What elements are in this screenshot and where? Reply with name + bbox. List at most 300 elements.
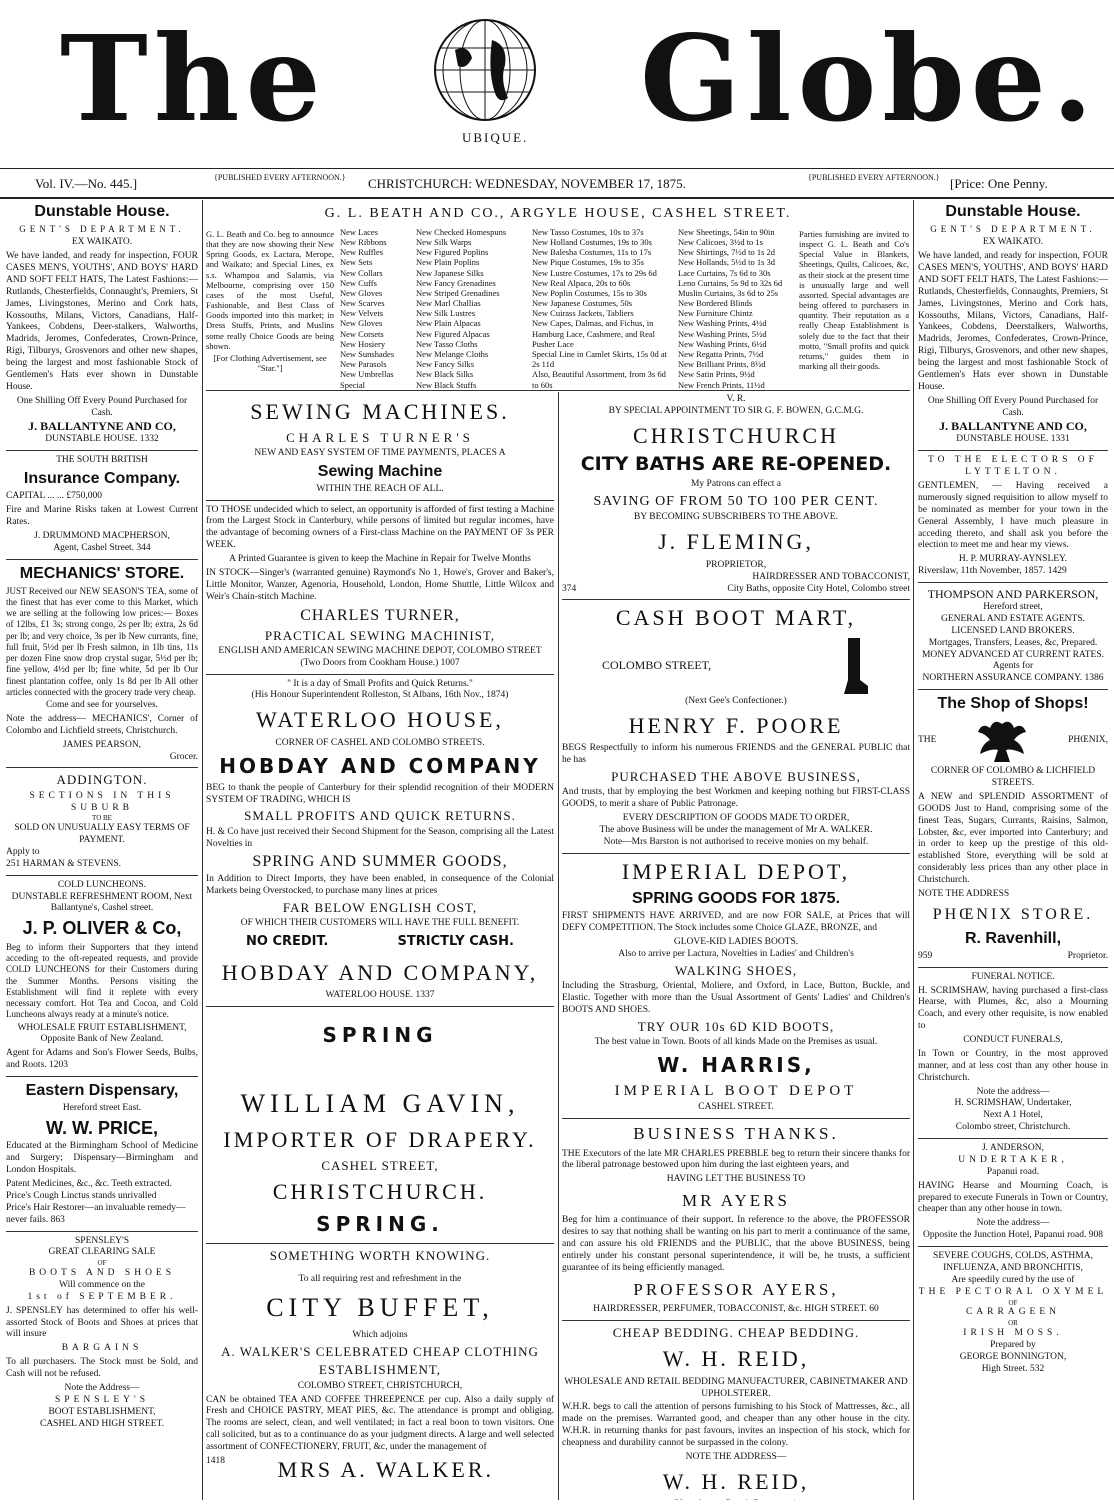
- imperial-depot: IMPERIAL DEPOT,: [621, 858, 851, 884]
- beath-list-2: [416, 227, 526, 390]
- next-hotel: Next A 1 Hotel,: [983, 1110, 1043, 1121]
- goods-item: New Hollands, 5½d to 1s 3d: [678, 257, 776, 268]
- bonnington: GEORGE BONNINGTON,: [959, 1351, 1067, 1362]
- capital: CAPITAL ... ... £750,000: [6, 491, 102, 502]
- goods-item: New Fancy Grenadines: [416, 277, 496, 288]
- to-be: TO BE: [92, 814, 112, 823]
- vr: V. R.: [726, 394, 746, 404]
- goods-item: New Capes, Dalmas, and Fichus, in Hamburg Lace, Cashmere, and Real Pusher Lace: [532, 318, 656, 349]
- column-2: [206, 394, 554, 1500]
- masthead-globe: Globe.: [640, 9, 1099, 148]
- beath-list-3: [532, 227, 672, 390]
- divider: [918, 689, 1108, 690]
- goods-item: New Regatta Prints, 7½d: [678, 349, 764, 360]
- divider: [918, 450, 1108, 451]
- high-street: High Street. 532: [981, 1363, 1045, 1374]
- refresh-room: DUNSTABLE REFRESHMENT ROOM, Next Ballantyne's, Cashel street.: [11, 891, 193, 914]
- pearson: JAMES PEARSON,: [62, 739, 142, 750]
- goods-item: New Marl Challias: [416, 298, 481, 309]
- harman: 251 HARMAN & STEVENS.: [6, 858, 122, 869]
- general-agents: GENERAL AND ESTATE AGENTS. LICENSED LAND BROKERS.: [940, 613, 1086, 636]
- reid-2: W. H. REID,: [662, 1468, 810, 1494]
- goods-item: New Plain Alpacas: [416, 318, 481, 329]
- globe-emblem-icon: [410, 10, 560, 140]
- reid-sub: WHOLESALE AND RETAIL BEDDING MANUFACTURER, CABINETMAKER AND UPHOLSTERER.: [564, 1376, 908, 1399]
- goods-item: New Fancy Silks: [416, 359, 475, 370]
- goods-item: New Figured Poplins: [416, 247, 489, 258]
- beath-advert: [206, 204, 910, 390]
- note-phoenix: NOTE THE ADDRESS: [918, 888, 1010, 899]
- beath-parties: Parties furnishing are invited to inspect G. L. Beath and Co's Special Value in Blankets, Sheetings, Quilts, Calicoes, &c, as their stock at the present time is unusually large and well assorted. Special advantages are being offered to purchasers in quantity. Their reputation as a really Cheap Establishment is solely due to the fact that their motto, "Small profits and quick returns," guides them in marking all their goods.: [799, 228, 909, 372]
- column-3: [562, 394, 910, 1500]
- goods-item: New Black Stuffs: [416, 379, 477, 390]
- goods-item: New Japanese Silks: [416, 267, 484, 278]
- colombo: COLOMBO STREET, CHRISTCHURCH,: [297, 1380, 463, 1391]
- divider: [562, 853, 910, 854]
- turner-2: CHARLES TURNER,: [300, 606, 460, 624]
- waterloo-house: WATERLOO HOUSE. 1337: [325, 990, 435, 1000]
- divider: [206, 674, 554, 675]
- to-all: To all purchasers. The Stock must be Sold, and Cash will not be refused.: [6, 1357, 198, 1379]
- south-british: THE SOUTH BRITISH: [56, 455, 148, 466]
- walker-body: CAN be obtained TEA AND COFFEE THREEPENCE per cup. Also a daily supply of Fresh and CHOICE PASTRY, MEAT PIES, &c. The attendance is prompt and obliging. The rooms are select, clean, and well ventilated; in fact a real boon to town visitors. One call solicited, but as to a continuance do as your judgment directs. A large and well selected assortment of CONFECTIONERY, FRUIT, &c, under the management of: [206, 1394, 554, 1452]
- goods-item: New Striped Grenadines: [416, 287, 500, 298]
- dateline: [0, 168, 1114, 199]
- new-splendid: A NEW and SPLENDID ASSORTMENT of GOODS Just to Hand, comprising some of the finest Teas, Sugars, Currants, Raisins, Salmon, Lobster, &c, ever imported into Canterbury; and in order to keep up the prestige of this old-established Store, everything will be sold at considerably less prices than any other place in Christchurch.: [918, 791, 1108, 885]
- agent-seeds: Agent for Adams and Son's Flower Seeds, Bulbs, and Roots. 1203: [6, 1048, 198, 1071]
- having-hearse: HAVING Hearse and Mourning Coach, is prepared to execute Funerals in Town or Country, cheaper than any other house in town.: [918, 1180, 1108, 1215]
- dunstable-title: Dunstable House.: [34, 203, 170, 220]
- goods-item: New Brilliant Prints, 8½d: [678, 359, 766, 370]
- divider: [562, 1320, 910, 1321]
- goods-item: Leno Curtains, 5s 9d to 32s 6d: [678, 277, 783, 288]
- cashel-street: CASHEL STREET.: [698, 1102, 774, 1113]
- agent: Agent, Cashel Street. 344: [53, 542, 151, 553]
- electors: TO THE ELECTORS OF LYTTELTON.: [928, 455, 1098, 478]
- boot-establishment: BOOT ESTABLISHMENT,: [48, 1406, 156, 1417]
- masthead: [0, 0, 1114, 170]
- try: TRY OUR 10s 6D KID BOOTS,: [637, 1018, 835, 1034]
- hobday-beg: BEG to thank the people of Canterbury for their splendid recognition of their MODERN SYSTEM OF TRADING, WHICH IS: [206, 782, 554, 805]
- mechanics-address: Note the address— MECHANICS', Corner of Colombo and Lichfield streets, Christchurch.: [6, 713, 198, 736]
- divider: [6, 450, 198, 451]
- goods-item: New Furniture Chintz: [678, 308, 753, 319]
- depot: ENGLISH AND AMERICAN SEWING MACHINE DEPOT, COLOMBO STREET: [218, 645, 542, 656]
- column-4: [918, 200, 1108, 1500]
- goods-item: New Silk Warps: [416, 236, 472, 247]
- saving: SAVING OF FROM 50 TO 100 PER CENT.: [593, 493, 879, 509]
- goods-item: New Umbrellas: [340, 369, 394, 380]
- ex-waikato: EX WAIKATO.: [982, 237, 1044, 248]
- ad-number: 1418: [206, 1455, 225, 1466]
- subscribers: BY BECOMING SUBSCRIBERS TO THE ABOVE.: [634, 512, 838, 523]
- of: OF: [97, 1259, 107, 1268]
- divider: [918, 967, 1108, 968]
- dunstable-offer: One Shilling Off Every Pound Purchased for Cash.: [16, 395, 188, 418]
- goods-item: New Sets: [340, 257, 373, 268]
- beath-list-4: [678, 227, 793, 390]
- divider: [206, 390, 910, 391]
- hereford: Hereford street East.: [62, 1103, 142, 1113]
- masthead-the: The: [60, 9, 327, 148]
- mechanics-body: JUST Received our NEW SEASON'S TEA, some of the finest that has ever come to this Market, which we are selling at the following low prices:— Boxes of 12lbs, £1 3s; strong congo, 2s per lb; extra, 2s 6d per lb; and very choice, 3s per lb New currants, fine, full fruit, 5½d per lb Fresh salmon, in 1lb tins, 11s per dozen Fine snow drop crystal sugar, 5½d per lb; fine yellow, 4½d per lb; fine white, 5d per lb Our finest plantation coffee, only 1s 8d per lb All other articles connected with the grocery trade very cheap.: [6, 585, 198, 697]
- scrimshaw-body: H. SCRIMSHAW, having purchased a first-class Hearse, with Plumes, &c, also a Mourning Coach, and every other requisite, is now enabled to: [918, 985, 1108, 1032]
- spring-summer: SPRING AND SUMMER GOODS,: [252, 853, 508, 871]
- wholesale-fruit: WHOLESALE FRUIT ESTABLISHMENT, Opposite Bank of New Zealand.: [17, 1022, 187, 1045]
- spensley-body: J. SPENSLEY has determined to offer his well-assorted Stock of Boots and Shoes at prices that will insure: [6, 1305, 198, 1340]
- every: EVERY DESCRIPTION OF GOODS MADE TO ORDER,: [622, 813, 850, 823]
- no-credit: NO CREDIT.: [246, 934, 329, 950]
- papanui: Papanui road.: [986, 1166, 1040, 1177]
- september: 1st of SEPTEMBER.: [27, 1291, 177, 1302]
- beg-continuance: Beg for him a continuance of their support. In reference to the above, the PROFESSOR desires to say that nothing shall be wanting on his part to merit a continuance of the same, and can assure his old FRIENDS and the PUBLIC, that the above BUSINESS, being entirely under his constant personal superintendence, it will be, he trusts, a sufficient guarantee of its being efficiently managed.: [562, 1215, 910, 1273]
- aynsley: H. P. MURRAY-AYNSLEY.: [958, 554, 1068, 565]
- next-door: [562, 1499, 910, 1500]
- goods-item: New Sheetings, 54in to 90in: [678, 226, 775, 237]
- beath-intro: G. L. Beath and Co. beg to announce that they are now showing their New Spring Goods, ex Lactara, Merope, and Waikato; and Special Lines, ex s.s. Whampoa and Salamis, via Melbourne, comprising over 150 cases of the most Useful, Fashionable, and Best Class of Goods imported into this market; in Dress Stuffs, Prints, and Muslins some really Choice Goods are being shown.: [206, 228, 334, 351]
- second-ship: H. & Co have just received their Second Shipment for the Season, comprising all the Latest Novelties in: [206, 826, 554, 849]
- ad-number: 374: [562, 583, 577, 594]
- addington: ADDINGTON.: [56, 772, 148, 788]
- benefit: OF WHICH THEIR CUSTOMERS WILL HAVE THE FULL BENEFIT.: [240, 918, 520, 929]
- christchurch-baths: CHRISTCHURCH: [633, 422, 839, 448]
- bargains: BARGAINS: [61, 1343, 143, 1354]
- best-value: The best value in Town. Boots of all kinds Made on the Premises as usual.: [594, 1036, 878, 1047]
- hairdresser: HAIRDRESSER AND TOBACCONIST,: [752, 571, 910, 582]
- date-place: CHRISTCHURCH: WEDNESDAY, NOVEMBER 17, 1875.: [368, 176, 686, 191]
- riverslaw: Riverslaw, 11th November, 1857. 1429: [918, 566, 1067, 577]
- sold: SOLD ON UNUSUALLY EASY TERMS OF PAYMENT.: [14, 823, 190, 845]
- goods-item: New Ruffles: [340, 247, 384, 258]
- mechanics-come: Come and see for yourselves.: [45, 700, 159, 710]
- conduct: CONDUCT FUNERALS,: [963, 1035, 1063, 1045]
- dunstable-offer: One Shilling Off Every Pound Purchased for Cash.: [927, 395, 1099, 418]
- proprietor: Proprietor.: [1067, 950, 1108, 961]
- undertaker: UNDERTAKER,: [958, 1154, 1068, 1165]
- phoenix-store: PHŒNIX STORE.: [932, 905, 1094, 923]
- note-address: Note the address—: [976, 1086, 1050, 1097]
- goods-item: New Gloves: [340, 318, 383, 329]
- column-rule: [558, 392, 559, 1500]
- hereford: Hereford street,: [983, 602, 1043, 612]
- irish-moss: IRISH MOSS.: [963, 1327, 1063, 1338]
- ballantyne: J. BALLANTYNE AND CO,: [939, 419, 1087, 434]
- beath-clothing: [For Clothing Advertisement, see "Star."]: [213, 353, 327, 374]
- patrons: My Patrons can effect a: [690, 479, 782, 489]
- christchurch: CHRISTCHURCH.: [272, 1179, 488, 1205]
- doors: (Two Doors from Cookham House.) 1007: [300, 657, 460, 668]
- commence: Will commence on the: [59, 1279, 145, 1290]
- anderson: J. ANDERSON,: [981, 1143, 1045, 1153]
- goods-item: New Tasso Costumes, 10s to 37s: [532, 226, 644, 237]
- glove-kid: GLOVE-KID LADIES BOOTS.: [673, 936, 799, 947]
- quote: " It is a day of Small Profits and Quick Returns.": [287, 678, 473, 689]
- goods-item: New Parasols: [340, 359, 387, 370]
- also-arrive: Also to arrive per Lactura, Novelties in Ladies' and Children's: [618, 948, 854, 959]
- boots-shoes: BOOTS AND SHOES: [28, 1268, 176, 1278]
- gavin: WILLIAM GAVIN,: [240, 1088, 520, 1118]
- insurance-title: Insurance Company.: [23, 470, 181, 488]
- goods-item: Lace Curtains, 7s 6d to 30s: [678, 267, 771, 278]
- ballantyne-sub: DUNSTABLE HOUSE. 1331: [956, 434, 1070, 445]
- note-address: NOTE THE ADDRESS—: [685, 1451, 787, 1462]
- spensley-title: SPENSLEY'S: [75, 1235, 129, 1246]
- funeral-notice: FUNERAL NOTICE.: [971, 971, 1055, 982]
- worth-knowing: SOMETHING WORTH KNOWING.: [269, 1247, 491, 1263]
- cheap-bedding: CHEAP BEDDING. CHEAP BEDDING.: [612, 1324, 860, 1340]
- column-1: [6, 200, 198, 1500]
- goods-item: New French Prints, 11½d: [678, 379, 765, 390]
- goods-item: New Pique Costumes, 19s to 35s: [532, 257, 644, 268]
- goods-item: New Collars: [340, 267, 383, 278]
- spensleys: SPENSLEY'S: [55, 1394, 149, 1405]
- goods-item: New Cuffs: [340, 277, 377, 288]
- mortgages: Mortgages, Transfers, Leases, &c, Prepared.: [928, 637, 1098, 648]
- patent: Patent Medicines, &c., &c. Teeth extracted.: [6, 1179, 172, 1189]
- phoenix-bird-icon: [972, 716, 1032, 766]
- having-let: HAVING LET THE BUSINESS TO: [666, 1174, 806, 1185]
- goods-item: New Calicoes, 3½d to 1s: [678, 236, 763, 247]
- professor-sub: HAIRDRESSER, PERFUMER, TOBACCONIST, &c. HIGH STREET. 60: [593, 1304, 879, 1314]
- requiring: To all requiring rest and refreshment in the: [298, 1273, 462, 1284]
- masthead-motto: UBIQUE.: [462, 130, 529, 145]
- corner: CORNER OF COLOMBO & LICHFIELD STREETS.: [930, 766, 1096, 788]
- published-right: {PUBLISHED EVERY AFTERNOON.}: [808, 173, 940, 182]
- northern: NORTHERN ASSURANCE COMPANY. 1386: [922, 673, 1104, 684]
- colombo-street: COLOMBO STREET,: [602, 658, 712, 673]
- price-body: Educated at the Birmingham School of Medicine and Surgery; Dispensary—Birmingham and London Hospitals.: [6, 1141, 198, 1176]
- turner-name: CHARLES TURNER'S: [286, 429, 474, 445]
- ravenhill: R. Ravenhill,: [964, 929, 1062, 947]
- dept-heading: GENT'S DEPARTMENT.: [19, 224, 185, 234]
- macpherson: J. DRUMMOND MACPHERSON,: [34, 530, 170, 541]
- sections: SECTIONS IN THIS SUBURB: [29, 790, 175, 813]
- goods-item: New Poplin Costumes, 15s to 30s: [532, 287, 647, 298]
- goods-item: Also, Beautiful Assortment, from 3s 6d to 60s: [532, 369, 666, 390]
- fire-marine: Fire and Marine Risks taken at Lowest Current Rates.: [6, 505, 198, 527]
- goods-item: New Tasso Cloths: [416, 338, 478, 349]
- corner: CORNER OF CASHEL AND COLOMBO STREETS.: [275, 737, 485, 748]
- ballantyne-sub: DUNSTABLE HOUSE. 1332: [45, 434, 159, 445]
- appointment: BY SPECIAL APPOINTMENT TO SIR G. F. BOWEN, G.C.M.G.: [608, 405, 864, 416]
- fleming: J. FLEMING,: [658, 529, 814, 555]
- waterloo: WATERLOO HOUSE,: [256, 707, 504, 733]
- carrageen: CARRAGEEN: [965, 1307, 1061, 1318]
- cold-luncheons: COLD LUNCHEONS.: [57, 879, 147, 890]
- goods-item: New Washing Prints, 6½d: [678, 338, 767, 349]
- goods-item: New Washing Prints, 5½d: [678, 328, 767, 339]
- goods-item: New Lustre Costumes, 17s to 29s 6d: [532, 267, 657, 278]
- management: The above Business will be under the management of Mr A. WALKER.: [599, 824, 873, 835]
- colombo: Colombo street, Christchurch.: [955, 1122, 1071, 1133]
- direct: In Addition to Direct Imports, they have been enabled, in consequence of the Colonial Markets being Overstocked, to purchase many lines at prices: [206, 874, 554, 897]
- divider: [6, 1231, 198, 1232]
- divider: [6, 875, 198, 876]
- dunstable-body: We have landed, and ready for inspection, FOUR CASES MEN'S, YOUTHS', AND BOYS' HARD AND SOFT FELT HATS, The Latest Fashions:— Rutlands, Chesterfields, Connaught's, Premiers, St James, Livingstones, Merino and Cork hats, Kossouths, Milans, Victors, Canadians, Half-Yankees, Cobdens, Deer-stalkers, Walworths, Madrids, Jeromes, Confederates, Crown-Prince, Rigi, Tilburys, Grosvenors and other new shapes, being the largest and most fashionable Stock of Gentlemen's Hats ever shown in Dunstable House.: [6, 251, 198, 392]
- divider: [6, 559, 198, 560]
- goods-item: New Washing Prints, 4½d: [678, 318, 767, 329]
- establishment: ESTABLISHMENT,: [318, 1362, 442, 1378]
- dunstable-title: Dunstable House.: [945, 203, 1081, 220]
- pectoral: THE PECTORAL OXYMEL: [918, 1286, 1108, 1297]
- cash-boot: CASH BOOT MART,: [615, 605, 857, 631]
- professor: PROFESSOR AYERS,: [633, 1279, 839, 1299]
- poore-beg: BEGS Respectfully to inform his numerous FRIENDS and the GENERAL PUBLIC that he has: [562, 743, 910, 766]
- phoenix: PHŒNIX,: [1068, 735, 1108, 746]
- goods-item: New Cuirass Jackets, Tabliers: [532, 308, 634, 319]
- city-baths: City Baths, opposite City Hotel, Colombo street: [727, 583, 910, 594]
- column-rule: [913, 200, 914, 1500]
- divider: [206, 1243, 554, 1244]
- published-left: {PUBLISHED EVERY AFTERNOON.}: [214, 173, 346, 182]
- goods-item: New Satin Prints, 9½d: [678, 369, 755, 380]
- clearing-sale: GREAT CLEARING SALE: [48, 1247, 156, 1258]
- city-buffet: CITY BUFFET,: [266, 1292, 494, 1322]
- walker-clothing: A. WALKER'S CELEBRATED CHEAP CLOTHING: [221, 1344, 539, 1360]
- column-rule: [202, 200, 203, 1500]
- goods-item: Special Line in Camlet Skirts, 15s 0d at 2s 11d: [532, 349, 668, 370]
- goods-item: Special: [340, 379, 366, 390]
- reid-body: W.H.R. begs to call the attention of persons furnishing to his Stock of Mattresses, &c., all made on the premises. Warranted good, and cheaper than any other house in the city. W.H.R. in returning thanks for past favours, invites an inspection of his stock, which for cheapness and durability cannot be surpassed in the colony.: [562, 1402, 910, 1448]
- scrimshaw: H. SCRIMSHAW, Undertaker,: [954, 1098, 1072, 1109]
- practical: PRACTICAL SEWING MACHINIST,: [264, 627, 496, 643]
- divider: [206, 1006, 554, 1007]
- prebble: THE Executors of the late MR CHARLES PREBBLE beg to return their sincere thanks for the liberal patronage bestowed upon him during the last eighteen years, and: [562, 1148, 910, 1171]
- hair-restorer: Price's Hair Restorer—an invaluable remedy—never fails. 863: [6, 1202, 186, 1225]
- within: WITHIN THE REACH OF ALL.: [316, 483, 444, 494]
- goods-item: New Sunshades: [340, 349, 395, 360]
- far-below: FAR BELOW ENGLISH COST,: [282, 900, 478, 916]
- town-country: In Town or Country, in the most approved manner, and at less cost than any other house in Christchurch.: [918, 1048, 1108, 1083]
- note-barston: Note—Mrs Barston is not authorised to receive monies on my behalf.: [603, 836, 869, 847]
- agents-for: Agents for: [992, 661, 1034, 672]
- goods-item: New Checked Homespuns: [416, 226, 507, 237]
- quote-source: (His Honour Superintendent Rolleston, St Albans, 16th Nov., 1874): [251, 690, 509, 701]
- oliver-body: Beg to inform their Supporters that they intend acceding to the oft-repeated requests, and provide COLD LUNCHEONS for their Customers during the Summer Months. Persons visiting the Establishment will find it replete with every necessary comfort. Hot Tea and Cocoa, and Cold Luncheons always ready at a minute's notice.: [6, 941, 198, 1020]
- hobday-2: HOBDAY AND COMPANY,: [221, 959, 539, 985]
- baths: CITY BATHS ARE RE-OPENED.: [580, 453, 892, 476]
- opposite: Opposite the Junction Hotel, Papanui road. 908: [923, 1230, 1103, 1241]
- goods-item: New Plain Poplins: [416, 257, 480, 268]
- apply: Apply to: [6, 846, 40, 857]
- mechanics-title: MECHANICS' STORE.: [19, 564, 185, 582]
- are-cured: Are speedily cured by the use of: [951, 1274, 1075, 1285]
- goods-item: New Silk Lustres: [416, 308, 476, 319]
- turner-new: NEW AND EASY SYSTEM OF TIME PAYMENTS, PLACES A: [254, 447, 506, 458]
- shop-of-shops: The Shop of Shops!: [937, 695, 1089, 713]
- purchased: PURCHASED THE ABOVE BUSINESS,: [611, 769, 861, 784]
- goods-item: New Velvets: [340, 308, 384, 319]
- dept-heading: GENT'S DEPARTMENT.: [930, 224, 1096, 234]
- goods-item: New Black Silks: [416, 369, 474, 380]
- goods-item: New Shirtings, 7½d to 1s 2d: [678, 247, 776, 258]
- spring-2: SPRING.: [316, 1211, 444, 1236]
- goods-item: New Real Alpaca, 20s to 60s: [532, 277, 631, 288]
- poore: HENRY F. POORE: [628, 712, 844, 738]
- sewing-title: SEWING MACHINES.: [250, 399, 510, 424]
- severe: SEVERE COUGHS, COLDS, ASTHMA, INFLUENZA, AND BRONCHITIS,: [933, 1251, 1093, 1273]
- hobday: HOBDAY AND COMPANY: [219, 753, 541, 778]
- oliver: J. P. OLIVER & Co,: [22, 918, 182, 939]
- including: Including the Strasburg, Oriental, Moliere, and Oxford, in Lace, Button, Buckle, and Elastic. Together with more than the Usual Assortment of Gents' Ladies' and Children's BOOTS AND SHOES.: [562, 980, 910, 1015]
- goods-item: New Figured Alpacas: [416, 328, 490, 339]
- imperial-boot: IMPERIAL BOOT DEPOT: [614, 1082, 858, 1099]
- goods-item: New Balesha Costumes, 11s to 17s: [532, 247, 652, 258]
- stock: IN STOCK—Singer's (warranted genuine) Raymond's No 1, Howe's, Grover and Baker's, Little Monitor, Wanzer, Agenoria, Household, London, Home Shuttle, Little Wilcox and Weir's Chain-stitch Machine.: [206, 567, 554, 602]
- divider: [562, 1118, 910, 1119]
- divider: [206, 500, 554, 501]
- money: MONEY ADVANCED AT CURRENT RATES.: [921, 649, 1105, 660]
- prepared: Prepared by: [990, 1339, 1036, 1350]
- next-gee: (Next Gee's Confectioner.): [685, 695, 787, 706]
- which-adjoins: Which adjoins: [352, 1330, 408, 1341]
- cashel-high: CASHEL AND HIGH STREET.: [39, 1418, 165, 1429]
- guarantee: A Printed Guarantee is given to keep the Machine in Repair for Twelve Months: [229, 554, 531, 564]
- mrs-walker: MRS A. WALKER.: [277, 1456, 494, 1482]
- small-profits: SMALL PROFITS AND QUICK RETURNS.: [244, 808, 516, 824]
- divider: [6, 1076, 198, 1077]
- goods-item: New Holland Costumes, 19s to 30s: [532, 236, 652, 247]
- beath-title: G. L. BEATH AND CO., ARGYLE HOUSE, CASHEL STREET.: [324, 206, 792, 221]
- goods-item: New Melange Cloths: [416, 349, 489, 360]
- boot-icon: [840, 636, 870, 696]
- goods-item: New Japanese Costumes, 50s: [532, 298, 633, 309]
- cashel: CASHEL STREET,: [321, 1157, 439, 1173]
- divider: [6, 767, 198, 768]
- goods-item: New Ribbons: [340, 236, 387, 247]
- harris: W. HARRIS,: [657, 1052, 815, 1077]
- ad-number: 959: [918, 950, 933, 961]
- divider: [918, 1246, 1108, 1247]
- first-ship: FIRST SHIPMENTS HAVE ARRIVED, and are now FOR SALE, at Prices that will DEFY COMPETITION. The Stock includes some Choice GLAZE, BRONZE, and: [562, 911, 910, 933]
- divider: [562, 599, 910, 600]
- dunstable-body: We have landed, and ready for inspection, FOUR CASES MEN'S, YOUTHS', AND BOYS' HARD AND SOFT FELT HATS, The Latest Fashions:— Rutlands, Chesterfields, Connaughts, Premiers, St James, Livingstones, Merino and Cork hats, Kossouths, Milans, Victors, Canadians, Half-Yankees, Cobdens, Deerstalkers, Walworths, Madrids, Jeromes, Confederates, Crown-Prince, Rigi, Tilburys, Grosvenors, and other new shapes, being the largest and most fashionable Stock of Gentlemen's Hats ever shown in Dunstable House.: [918, 251, 1108, 392]
- goods-item: New Corsets: [340, 328, 384, 339]
- goods-item: Muslin Curtains, 3s 6d to 25s: [678, 287, 779, 298]
- divider: [918, 582, 1108, 583]
- divider: [918, 1138, 1108, 1139]
- strictly-cash: STRICTLY CASH.: [397, 934, 514, 950]
- business-thanks: BUSINESS THANKS.: [633, 1124, 839, 1144]
- spring-1: SPRING: [322, 1022, 438, 1047]
- importer: IMPORTER OF DRAPERY.: [223, 1127, 537, 1153]
- goods-item: New Scarves: [340, 298, 385, 309]
- goods-item: New Bordered Blinds: [678, 298, 753, 309]
- spring-goods: SPRING GOODS FOR 1875.: [631, 890, 841, 908]
- eastern-dispensary: Eastern Dispensary,: [25, 1082, 179, 1099]
- trusts: And trusts, that by employing the best Workmen and keeping nothing but FIRST-CLASS GOODS, to merit a share of Public Patronage.: [562, 787, 910, 810]
- volume-number: Vol. IV.—No. 445.]: [35, 176, 138, 191]
- turner-body: TO THOSE undecided which to select, an opportunity is afforded of first testing a Machine from the Largest Stock in Canterbury, while persons of limited but regular incomes, have the advantage of becoming owners of a First-class Machine on the PAYMENT OF 3s PER WEEK.: [206, 504, 554, 551]
- sewing-machine: Sewing Machine: [317, 462, 443, 480]
- beath-list-1: [340, 227, 410, 390]
- goods-item: New Hosiery: [340, 338, 386, 349]
- linctus: Price's Cough Linctus stands unrivalled: [6, 1190, 157, 1201]
- walking: WALKING SHOES,: [674, 962, 798, 978]
- or: OR: [1008, 1319, 1018, 1328]
- gentlemen: GENTLEMEN, — Having received a numerously signed requisition to allow myself to be nominated as member for your town in the General Assembly, I have much pleasure in acceding thereto, and shall ask you before the election to meet me and hear my views.: [918, 481, 1108, 551]
- grocer: Grocer.: [169, 751, 198, 762]
- ballantyne: J. BALLANTYNE AND CO,: [28, 419, 176, 434]
- reid: W. H. REID,: [662, 1346, 810, 1372]
- of: OF: [1008, 1298, 1018, 1307]
- goods-item: New Laces: [340, 226, 378, 237]
- proprietor: PROPRIETOR,: [705, 559, 767, 570]
- the: THE: [918, 735, 937, 746]
- price: [Price: One Penny.: [950, 176, 1048, 191]
- price-name: W. W. PRICE,: [45, 1117, 158, 1138]
- thompson: THOMPSON AND PARKERSON,: [927, 587, 1099, 601]
